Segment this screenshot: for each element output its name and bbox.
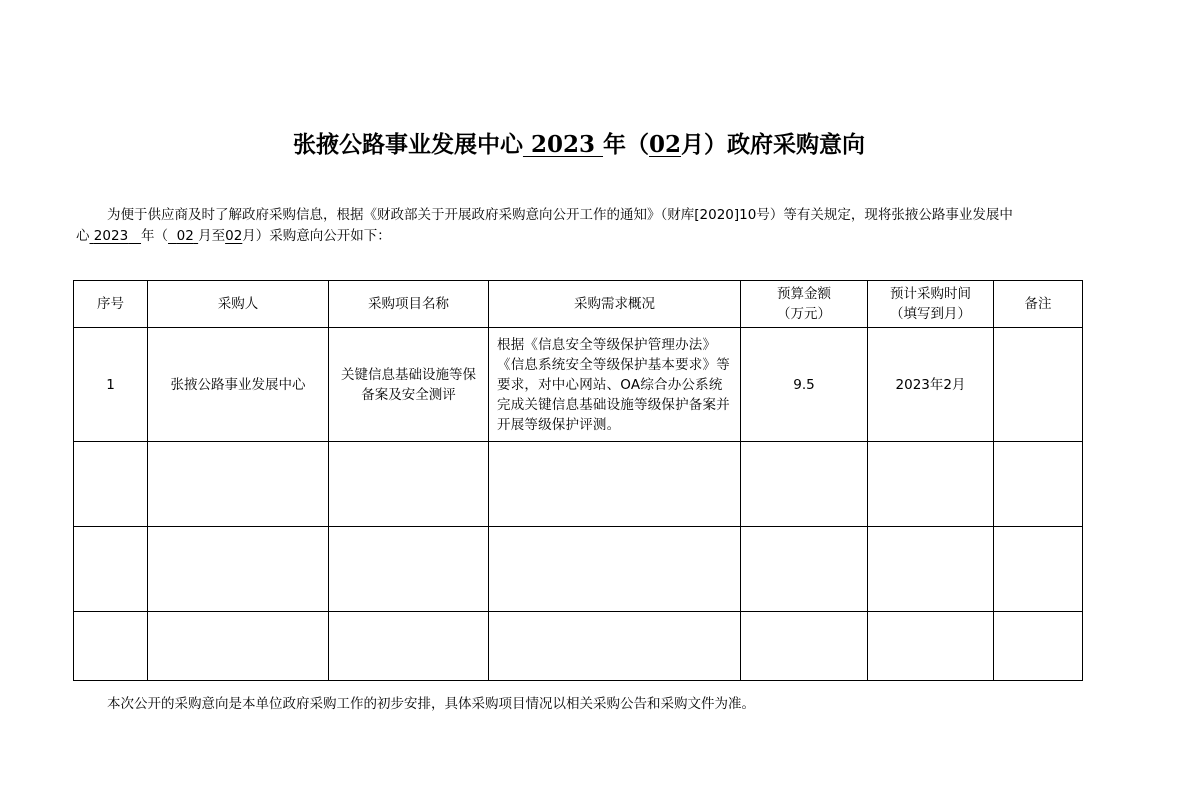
header-index: 序号 (74, 281, 148, 328)
table-row-empty (74, 612, 1083, 681)
title-prefix: 张掖公路事业发展中心 (292, 131, 523, 158)
table-header-row (74, 281, 1083, 328)
title-suffix-a: 年（ (603, 131, 650, 158)
procurement-table (73, 280, 1083, 681)
empty-cell (329, 442, 489, 527)
page-title (0, 128, 1158, 162)
header-budget-line2: （万元） (777, 306, 831, 322)
empty-cell (329, 527, 489, 612)
empty-cell (74, 442, 148, 527)
intro-month-from: 02 (176, 228, 194, 244)
header-remarks: 备注 (994, 281, 1083, 328)
intro-text-1: 为便于供应商及时了解政府采购信息，根据《财政部关于开展政府采购意向公开工作的通知》（财库[2020]10号）等有关规定，现将张掖公路事业发展中心 (76, 207, 1013, 244)
intro-text-3: 月至 (198, 228, 226, 244)
empty-cell (741, 612, 868, 681)
empty-cell (489, 442, 741, 527)
cell-time: 2023年2月 (868, 328, 994, 442)
header-budget-line1: 预算金额 (777, 286, 831, 302)
title-year: 2023 (530, 131, 595, 158)
cell-remarks (994, 328, 1083, 442)
cell-purchaser: 张掖公路事业发展中心 (148, 328, 329, 442)
cell-index: 1 (74, 328, 148, 442)
header-time-line1: 预计采购时间 (890, 286, 971, 302)
empty-cell (994, 612, 1083, 681)
empty-cell (868, 612, 994, 681)
title-month: 02 (649, 131, 682, 158)
header-time-line2: （填写到月） (890, 306, 971, 322)
empty-cell (148, 442, 329, 527)
table-row-empty (74, 527, 1083, 612)
empty-cell (148, 612, 329, 681)
empty-cell (741, 442, 868, 527)
footer-note: 本次公开的采购意向是本单位政府采购工作的初步安排，具体采购项目情况以相关采购公告和采购文件为准。 (107, 696, 755, 712)
header-requirements: 采购需求概况 (489, 281, 741, 328)
header-budget (741, 281, 868, 328)
intro-year: 2023 (93, 228, 129, 244)
table-row (74, 328, 1083, 442)
title-suffix-b: 月）政府采购意向 (681, 131, 866, 158)
empty-cell (489, 527, 741, 612)
empty-cell (741, 527, 868, 612)
empty-cell (489, 612, 741, 681)
empty-cell (994, 527, 1083, 612)
empty-cell (994, 442, 1083, 527)
header-time (868, 281, 994, 328)
header-project: 采购项目名称 (329, 281, 489, 328)
intro-month-to: 02 (225, 228, 243, 244)
empty-cell (329, 612, 489, 681)
empty-cell (74, 612, 148, 681)
empty-cell (74, 527, 148, 612)
empty-cell (868, 527, 994, 612)
intro-paragraph (76, 205, 1086, 247)
intro-text-2: 年（ (141, 228, 169, 244)
empty-cell (148, 527, 329, 612)
cell-requirements: 根据《信息安全等级保护管理办法》《信息系统安全等级保护基本要求》等要求，对中心网站、OA综合办公系统完成关键信息基础设施等级保护备案并开展等级保护评测。 (489, 328, 741, 442)
cell-project: 关键信息基础设施等保备案及安全测评 (329, 328, 489, 442)
empty-cell (868, 442, 994, 527)
table-row-empty (74, 442, 1083, 527)
intro-text-4: 月）采购意向公开如下： (242, 228, 391, 244)
header-purchaser: 采购人 (148, 281, 329, 328)
cell-budget: 9.5 (741, 328, 868, 442)
